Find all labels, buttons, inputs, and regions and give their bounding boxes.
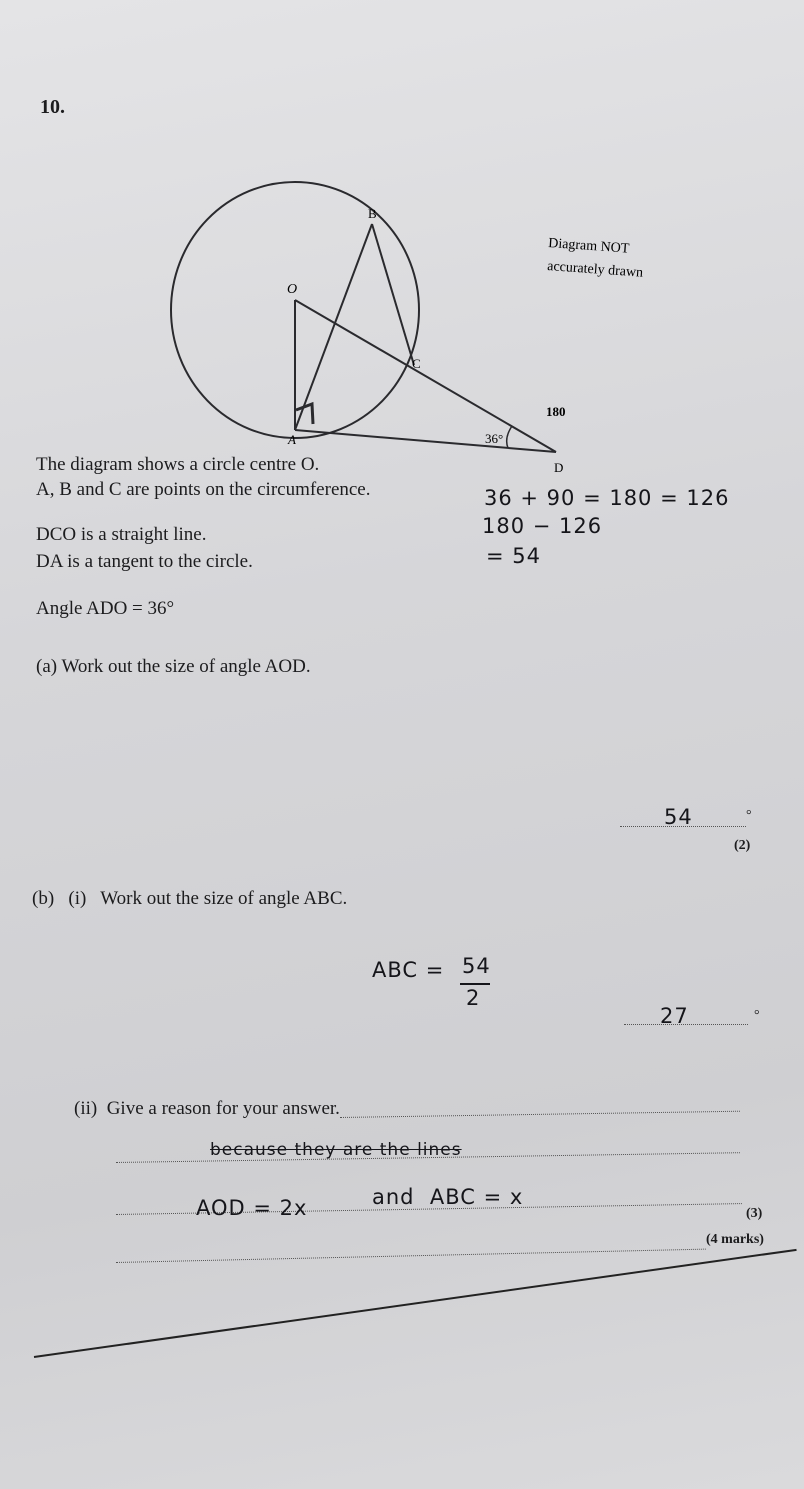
working-180: 180 — [546, 404, 566, 419]
part-b-i-working-denominator: 2 — [466, 986, 481, 1010]
diagram-note-line2: accurately drawn — [546, 259, 644, 281]
label-a: A — [288, 432, 296, 447]
label-b: B — [368, 206, 377, 221]
part-a-unit: ° — [746, 808, 752, 823]
line-ad — [295, 430, 556, 452]
working-line-2: 180 − 126 — [482, 514, 603, 538]
stem-line-1: The diagram shows a circle centre O. — [36, 454, 320, 475]
fraction-bar — [460, 983, 490, 985]
page-bottom-rule — [34, 1249, 797, 1358]
stem-line-4: DA is a tangent to the circle. — [36, 551, 253, 572]
diagram-note-line1: Diagram NOT — [547, 236, 630, 257]
stem-line-3: DCO is a straight line. — [36, 524, 207, 545]
label-d: D — [554, 460, 564, 475]
part-b-i-unit: ° — [754, 1008, 760, 1023]
reason-struck-text: because they are the lines — [210, 1140, 462, 1160]
reason-text-a[interactable]: AOD = 2x — [196, 1196, 308, 1220]
stem-line-2: A, B and C are points on the circumference. — [36, 479, 371, 500]
label-c: C — [412, 356, 421, 371]
line-bc — [372, 224, 414, 365]
working-line-1: 36 + 90 = 180 = 126 — [484, 486, 730, 510]
part-b-ii-prompt: (ii) Give a reason for your answer. — [74, 1098, 340, 1119]
reason-text-b[interactable]: and ABC = x — [372, 1185, 524, 1209]
reason-line-3 — [116, 1249, 706, 1263]
part-b-i-working-numerator: 54 — [462, 954, 491, 978]
angle-label: 36° — [485, 431, 504, 446]
label-o: O — [287, 282, 298, 297]
circle-diagram — [0, 0, 804, 520]
total-marks: (4 marks) — [706, 1232, 764, 1247]
part-b-i-prompt: (b) (i) Work out the size of angle ABC. — [32, 888, 348, 909]
part-b-ii-marks: (3) — [746, 1206, 763, 1221]
stem-line-5: Angle ADO = 36° — [36, 598, 175, 619]
part-b-i-working: ABC = — [372, 958, 445, 982]
line-ba — [295, 224, 372, 430]
part-b-i-answer[interactable]: 27 — [660, 1004, 689, 1028]
working-line-3: = 54 — [486, 544, 541, 568]
part-a-marks: (2) — [734, 838, 751, 853]
part-a-prompt: (a) Work out the size of angle AOD. — [36, 656, 311, 677]
question-number: 10. — [40, 96, 65, 118]
angle-arc — [507, 426, 512, 448]
reason-line-0 — [340, 1111, 740, 1118]
part-a-answer[interactable]: 54 — [664, 805, 693, 829]
